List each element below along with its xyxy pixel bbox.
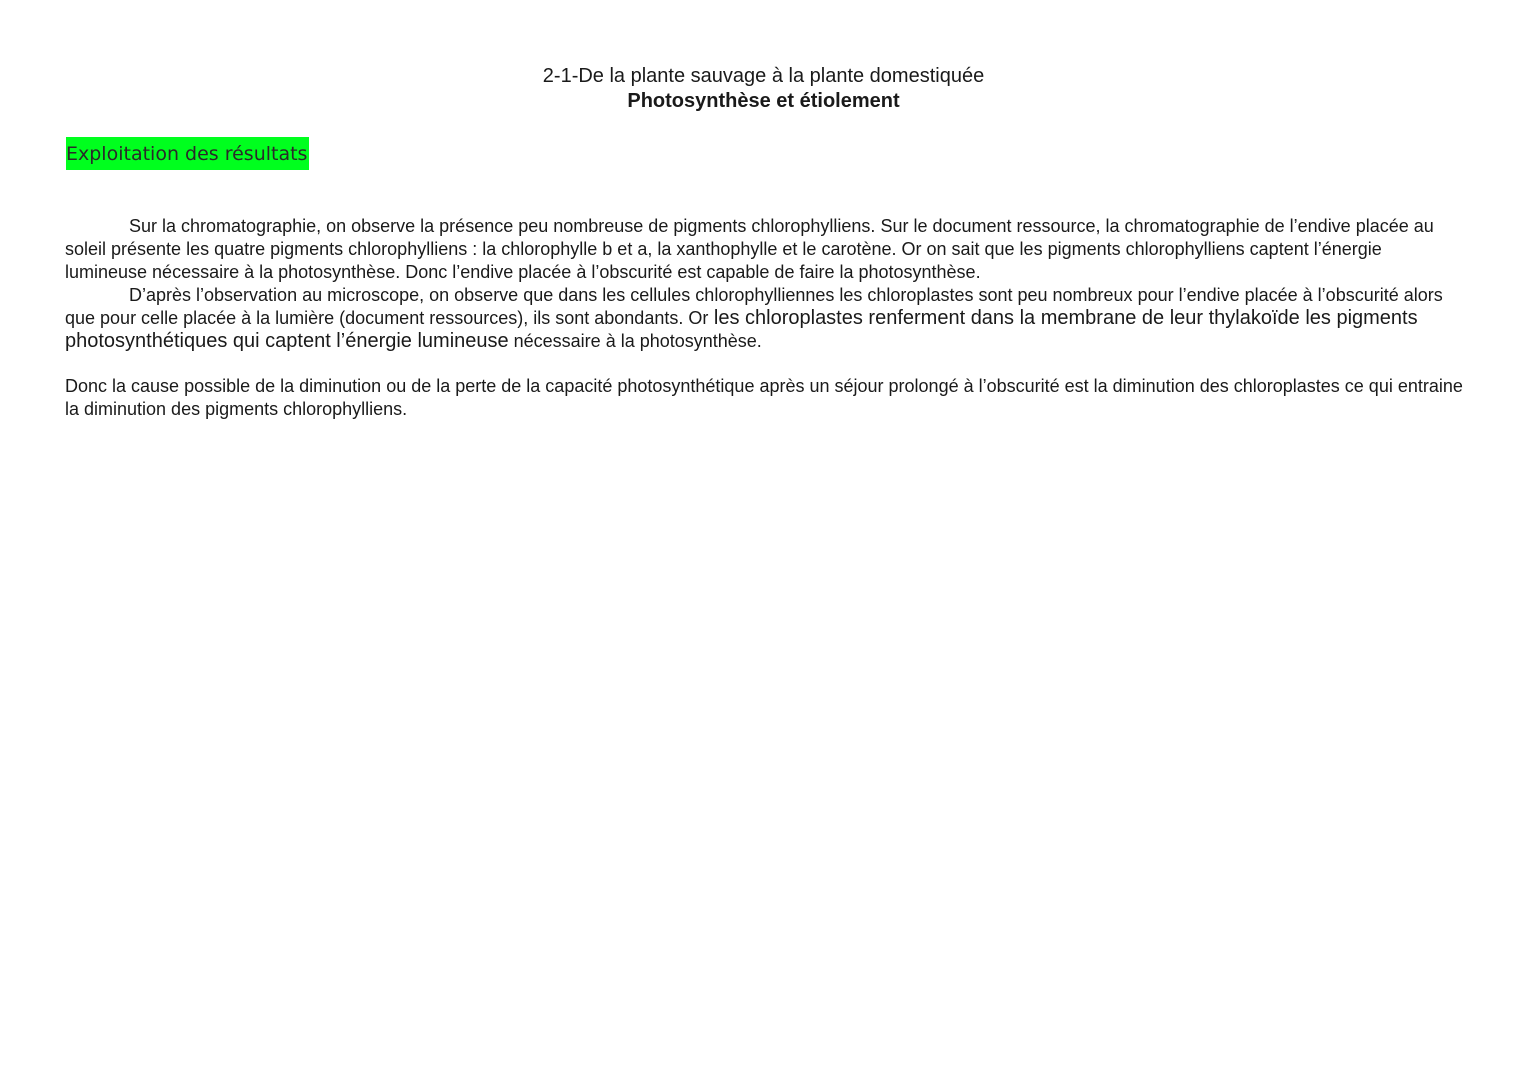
body-text bbox=[65, 215, 1465, 421]
paragraph-2-part-2: les chloroplastes renferment dans la membrane de leur thylakoïde les pigments photosynthétiques qui captent l’énergie lumineuse bbox=[65, 307, 1418, 352]
paragraph-3: Donc la cause possible de la diminution ou de la perte de la capacité photosynthétique après un séjour prolongé à l’obscurité est la diminution des chloroplastes ce qui entraine la diminution des pigments chlorophylliens. bbox=[65, 376, 1463, 419]
chapter-heading: 2-1-De la plante sauvage à la plante domestiquée bbox=[542, 65, 985, 87]
paragraph-2-part-1: D’après l’observation au microscope, on observe que dans les cellules chlorophylliennes les chloroplastes sont peu nombreux pour l’endive placée à l’obscurité alors que pour celle placée à la lumière (document ressources), ils sont abondants. Or bbox=[65, 285, 1443, 328]
section-label bbox=[65, 137, 310, 170]
paragraph-2 bbox=[65, 284, 1465, 353]
paragraph-2-part-3: nécessaire à la photosynthèse. bbox=[508, 331, 762, 351]
document-header bbox=[0, 64, 1527, 114]
section-label-highlight: Exploitation des résultats bbox=[66, 137, 309, 170]
paragraph-1: Sur la chromatographie, on observe la présence peu nombreuse de pigments chlorophylliens. Sur le document ressource, la chromatographie de l’endive placée au soleil présente les quatre pigments chlorophylliens : la chlorophylle b et a, la xanthophylle et le carotène. Or on sait que les pigments chlorophylliens captent l’énergie lumineuse nécessaire à la photosynthèse. Donc l’endive placée à l’obscurité est capable de faire la photosynthèse. bbox=[65, 216, 1434, 282]
document-title: Photosynthèse et étiolement bbox=[627, 90, 900, 112]
